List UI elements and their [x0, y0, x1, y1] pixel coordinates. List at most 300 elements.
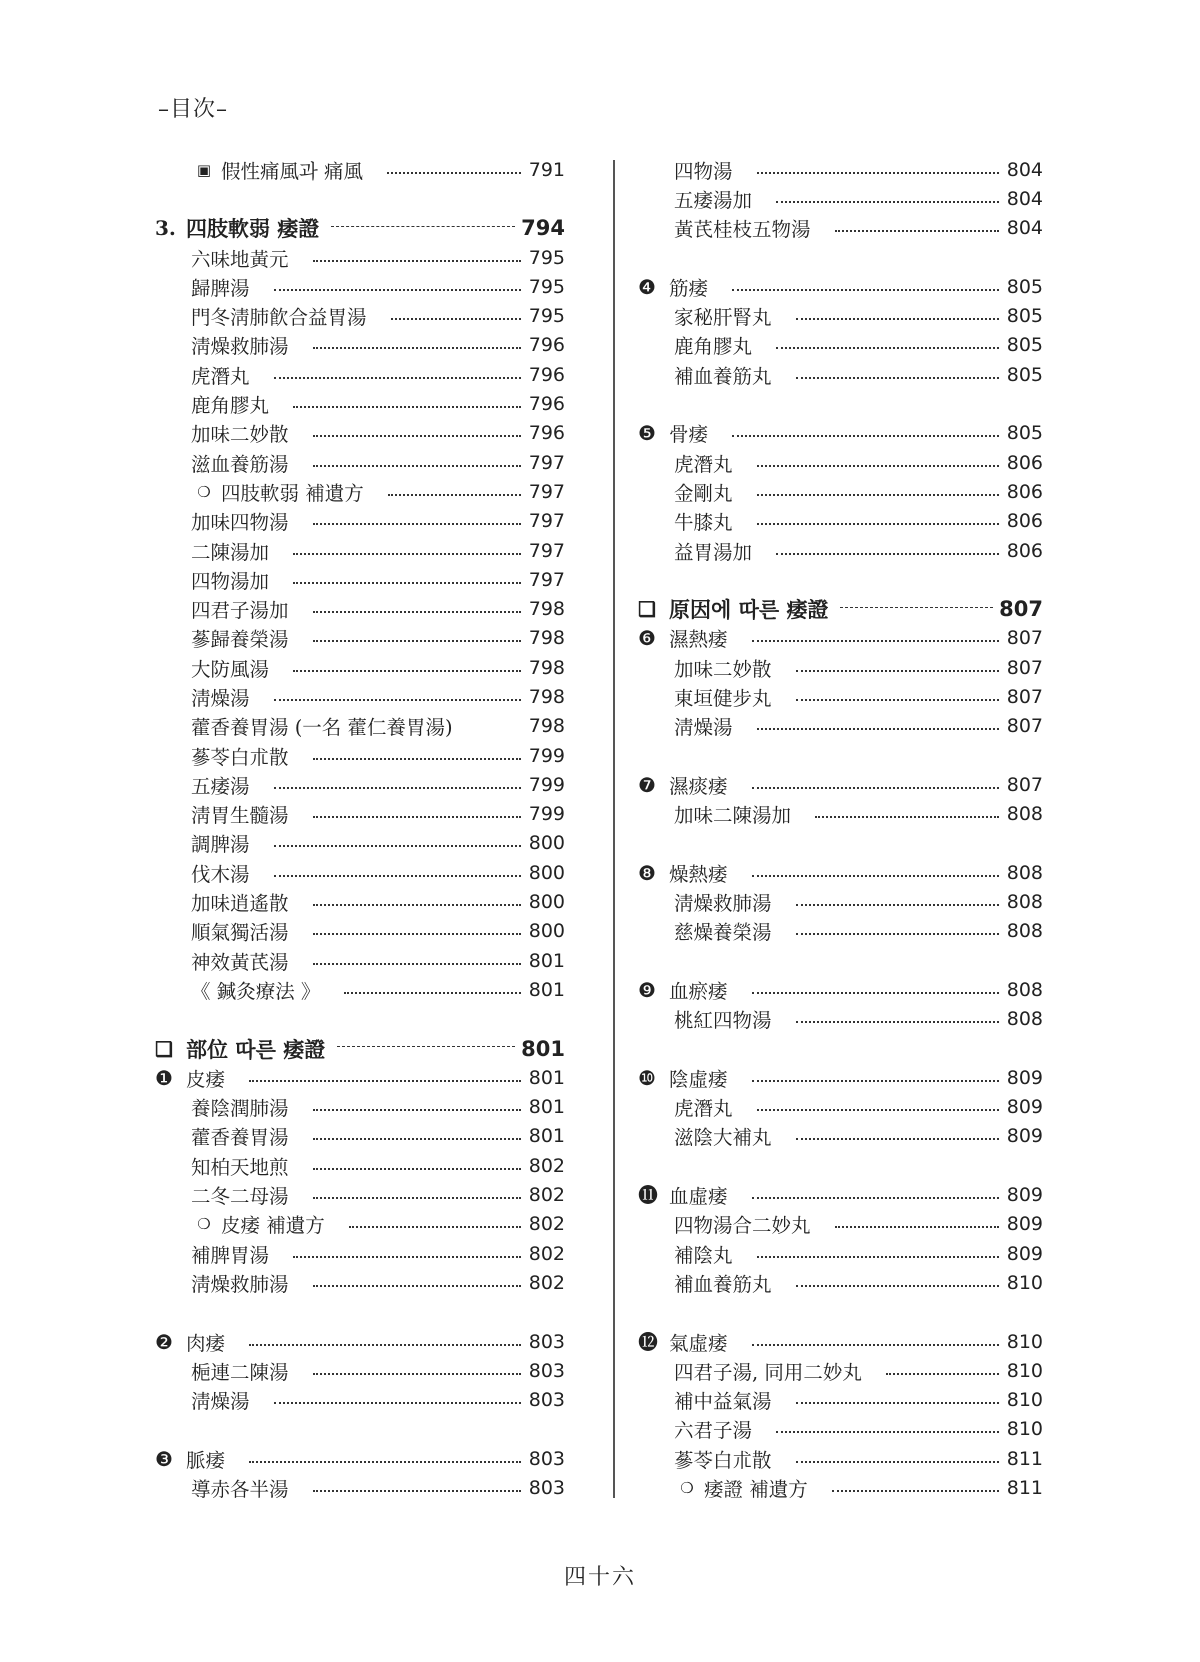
entry-title: 燥熱痿 — [669, 862, 728, 886]
entry-page-number: 806 — [1006, 480, 1043, 503]
entry-title: 大防風湯 — [191, 657, 270, 681]
entry-page-number: 807 — [1006, 685, 1043, 708]
toc-entry — [155, 1385, 565, 1414]
dot-leader — [293, 1256, 521, 1258]
entry-title: 虎潛丸 — [674, 452, 733, 476]
entry-page-number: 811 — [1006, 1477, 1043, 1499]
entry-page-number: 807 — [1006, 773, 1043, 796]
dot-leader — [796, 933, 999, 935]
toc-entry — [638, 1239, 1043, 1268]
entry-title: 血瘀痿 — [669, 979, 728, 1003]
toc-entry — [155, 419, 565, 448]
dot-leader — [331, 226, 515, 227]
toc-section-heading — [638, 594, 1043, 623]
toc-entry — [638, 1473, 1043, 1502]
toc-entry — [638, 1063, 1043, 1092]
entry-title: 淸燥救肺湯 — [191, 335, 289, 359]
dot-leader — [752, 1197, 999, 1199]
toc-entry — [155, 594, 565, 623]
entry-title: 脈痿 — [186, 1448, 226, 1472]
toc-spacer — [638, 565, 1043, 594]
bullet-icon: ▣ — [196, 160, 212, 179]
dot-leader — [752, 640, 999, 642]
entry-title: 五痿湯 — [191, 774, 250, 798]
dot-leader — [313, 1109, 521, 1111]
toc-entry — [155, 389, 565, 418]
entry-title: 淸燥湯 — [191, 1390, 250, 1414]
entry-title: 滋血養筋湯 — [191, 452, 289, 476]
dot-leader — [313, 933, 521, 935]
entry-title: 慈燥養榮湯 — [674, 921, 772, 945]
bullet-icon: ❍ — [197, 482, 211, 501]
toc-spacer — [155, 1005, 565, 1034]
dot-leader — [274, 845, 521, 847]
entry-title: 補血養筋丸 — [674, 1272, 772, 1296]
toc-entry — [638, 331, 1043, 360]
dot-leader — [313, 435, 521, 437]
toc-entry — [638, 712, 1043, 741]
toc-entry — [638, 448, 1043, 477]
toc-entry — [638, 1268, 1043, 1297]
entry-number: ❻ — [638, 626, 656, 651]
dot-leader — [796, 1461, 999, 1463]
entry-page-number: 796 — [528, 334, 565, 357]
entry-page-number: 803 — [528, 1330, 565, 1353]
toc-entry — [155, 448, 565, 477]
entry-page-number: 805 — [1006, 334, 1043, 357]
toc-entry — [155, 770, 565, 799]
dot-leader — [313, 260, 521, 262]
dot-leader — [391, 318, 521, 320]
entry-page-number: 795 — [528, 275, 565, 298]
entry-page-number: 801 — [528, 978, 565, 1001]
section-marker: 3. — [155, 216, 176, 241]
entry-title: 四物湯合二妙丸 — [674, 1214, 811, 1238]
dot-leader — [835, 1226, 999, 1228]
entry-title: 二陳湯加 — [191, 540, 270, 564]
entry-page-number: 802 — [528, 1271, 565, 1294]
toc-spacer — [638, 389, 1043, 418]
toc-spacer — [155, 184, 565, 213]
entry-title: 皮痿 — [186, 1067, 226, 1091]
entry-title: 補陰丸 — [674, 1243, 733, 1267]
toc-entry — [638, 301, 1043, 330]
dot-leader — [388, 494, 521, 496]
entry-page-number: 804 — [1006, 217, 1043, 240]
page-number: 四十六 — [563, 1565, 636, 1590]
entry-title: 六味地黃元 — [191, 247, 289, 271]
entry-number: ❷ — [155, 1329, 173, 1354]
toc-entry — [155, 682, 565, 711]
entry-title: 淸燥救肺湯 — [674, 892, 772, 916]
toc-entry — [155, 1122, 565, 1151]
entry-title: 淸胃生髓湯 — [191, 804, 289, 828]
entry-title: 導赤各半湯 — [191, 1478, 289, 1501]
entry-page-number: 800 — [528, 920, 565, 943]
entry-title: 金剛丸 — [674, 481, 733, 505]
entry-page-number: 809 — [1006, 1184, 1043, 1207]
toc-entry — [638, 1093, 1043, 1122]
toc-entry — [155, 243, 565, 272]
toc-entry — [155, 887, 565, 916]
entry-title: 骨痿 — [669, 423, 709, 447]
dot-leader — [349, 1226, 521, 1228]
toc-entry — [155, 155, 565, 184]
toc-entry — [155, 507, 565, 536]
dot-leader — [313, 465, 521, 467]
entry-page-number: 810 — [1006, 1271, 1043, 1294]
toc-entry — [638, 507, 1043, 536]
dot-leader — [313, 1285, 521, 1287]
dot-leader — [274, 699, 521, 701]
toc-entry — [155, 565, 565, 594]
entry-number: ❶ — [155, 1065, 173, 1090]
entry-page-number: 798 — [528, 715, 565, 738]
dot-leader — [752, 992, 999, 994]
entry-title: 補中益氣湯 — [674, 1390, 772, 1414]
entry-title: 藿香養胃湯 (一名 藿仁養胃湯) — [191, 716, 453, 740]
toc-entry — [155, 829, 565, 858]
dot-leader — [757, 728, 999, 730]
toc-entry — [155, 653, 565, 682]
toc-left-column — [155, 155, 565, 1503]
toc-spacer — [638, 946, 1043, 975]
entry-page-number: 806 — [1006, 539, 1043, 562]
entry-title: 加味逍遙散 — [191, 892, 289, 916]
entry-page-number: 798 — [528, 685, 565, 708]
toc-entry — [155, 1210, 565, 1239]
section-marker: ❑ — [155, 1036, 173, 1061]
entry-page-number: 797 — [528, 539, 565, 562]
entry-title: 梔連二陳湯 — [191, 1360, 289, 1384]
entry-page-number: 805 — [1006, 305, 1043, 328]
entry-page-number: 808 — [1006, 920, 1043, 943]
dot-leader — [840, 607, 993, 608]
toc-entry — [155, 331, 565, 360]
entry-page-number: 804 — [1006, 187, 1043, 210]
entry-page-number: 807 — [1006, 627, 1043, 650]
dot-leader — [387, 172, 521, 174]
entry-title: 四君子湯加 — [191, 599, 289, 623]
entry-page-number: 810 — [1006, 1418, 1043, 1441]
entry-page-number: 810 — [1006, 1330, 1043, 1353]
entry-title: 部位 따른 痿證 — [186, 1036, 326, 1062]
entry-page-number: 803 — [528, 1359, 565, 1382]
entry-page-number: 807 — [1006, 715, 1043, 738]
dot-leader — [835, 230, 999, 232]
toc-entry — [638, 1180, 1043, 1209]
dot-leader — [776, 347, 999, 349]
toc-entry — [155, 917, 565, 946]
entry-number: ❾ — [638, 977, 656, 1002]
toc-entry — [638, 272, 1043, 301]
dot-leader — [249, 1461, 521, 1463]
dot-leader — [796, 377, 999, 379]
toc-entry — [638, 419, 1043, 448]
toc-entry — [638, 1210, 1043, 1239]
toc-entry — [155, 477, 565, 506]
toc-entry — [155, 1356, 565, 1385]
toc-entry — [638, 975, 1043, 1004]
entry-page-number: 795 — [528, 246, 565, 269]
dot-leader — [796, 904, 999, 906]
toc-spacer — [638, 1298, 1043, 1327]
entry-page-number: 797 — [528, 510, 565, 533]
toc-entry — [155, 1327, 565, 1356]
toc-entry — [638, 360, 1043, 389]
entry-title: 養陰潤肺湯 — [191, 1097, 289, 1121]
dot-leader — [757, 172, 999, 174]
entry-title: 皮痿 補遺方 — [221, 1214, 325, 1238]
dot-leader — [757, 1109, 999, 1111]
entry-page-number: 799 — [528, 744, 565, 767]
entry-page-number: 800 — [528, 832, 565, 855]
entry-title: 神效黃芪湯 — [191, 950, 289, 974]
entry-page-number: 809 — [1006, 1125, 1043, 1148]
entry-title: 痿證 補遺方 — [704, 1478, 808, 1501]
entry-page-number: 800 — [528, 861, 565, 884]
entry-title: 益胃湯加 — [674, 540, 753, 564]
entry-title: 《 鍼灸療法 》 — [191, 979, 321, 1003]
entry-title: 濕痰痿 — [669, 774, 728, 798]
entry-page-number: 805 — [1006, 275, 1043, 298]
dot-leader — [776, 553, 999, 555]
entry-title: 補脾胃湯 — [191, 1243, 270, 1267]
entry-title: 淸燥湯 — [191, 686, 250, 710]
entry-title: 牛膝丸 — [674, 511, 733, 535]
entry-title: 蔘苓白朮散 — [191, 745, 289, 769]
dot-leader — [313, 1490, 521, 1492]
entry-title: 四物湯加 — [191, 569, 270, 593]
toc-section-heading — [155, 214, 565, 243]
entry-title: 二冬二母湯 — [191, 1185, 289, 1209]
dot-leader — [313, 640, 521, 642]
entry-title: 假性痛風과 痛風 — [221, 159, 364, 183]
toc-spacer — [638, 1034, 1043, 1063]
toc-entry — [638, 1327, 1043, 1356]
entry-page-number: 797 — [528, 568, 565, 591]
entry-page-number: 809 — [1006, 1096, 1043, 1119]
entry-page-number: 803 — [528, 1389, 565, 1412]
entry-number: ❽ — [638, 860, 656, 885]
entry-title: 蔘苓白朮散 — [674, 1448, 772, 1472]
entry-number: ⓬ — [638, 1329, 658, 1354]
dot-leader — [313, 904, 521, 906]
entry-title: 原因에 따른 痿證 — [669, 597, 829, 623]
entry-title: 桃紅四物湯 — [674, 1009, 772, 1033]
dot-leader — [886, 1373, 999, 1375]
toc-entry — [638, 1356, 1043, 1385]
toc-spacer — [155, 1298, 565, 1327]
entry-page-number: 805 — [1006, 363, 1043, 386]
toc-entry — [638, 1005, 1043, 1034]
entry-page-number: 803 — [528, 1447, 565, 1470]
entry-title: 四肢軟弱 痿證 — [186, 216, 320, 242]
entry-page-number: 798 — [528, 598, 565, 621]
entry-title: 調脾湯 — [191, 833, 250, 857]
entry-page-number: 808 — [1006, 891, 1043, 914]
dot-leader — [313, 523, 521, 525]
toc-entry — [155, 272, 565, 301]
toc-entry — [155, 975, 565, 1004]
entry-title: 虎潛丸 — [674, 1097, 733, 1121]
dot-leader — [796, 1402, 999, 1404]
dot-leader — [249, 1080, 521, 1082]
dot-leader — [752, 787, 999, 789]
entry-title: 補血養筋丸 — [674, 364, 772, 388]
entry-title: 虎潛丸 — [191, 364, 250, 388]
dot-leader — [293, 553, 521, 555]
entry-page-number: 803 — [528, 1477, 565, 1499]
dot-leader — [274, 377, 521, 379]
toc-entry — [155, 858, 565, 887]
toc-section-heading — [155, 1034, 565, 1063]
toc-entry — [638, 682, 1043, 711]
bullet-icon: ❍ — [680, 1479, 694, 1497]
dot-leader — [274, 289, 521, 291]
entry-title: 滋陰大補丸 — [674, 1126, 772, 1150]
entry-page-number: 796 — [528, 422, 565, 445]
toc-entry — [638, 917, 1043, 946]
entry-page-number: 797 — [528, 480, 565, 503]
dot-leader — [757, 1256, 999, 1258]
entry-title: 加味二妙散 — [674, 657, 772, 681]
toc-entry — [155, 800, 565, 829]
entry-page-number: 808 — [1006, 978, 1043, 1001]
dot-leader — [796, 1138, 999, 1140]
entry-page-number: 806 — [1006, 451, 1043, 474]
dot-leader — [752, 1080, 999, 1082]
entry-page-number: 799 — [528, 773, 565, 796]
entry-title: 筋痿 — [669, 276, 709, 300]
dot-leader — [776, 1431, 999, 1433]
dot-leader — [274, 875, 521, 877]
entry-title: 藿香養胃湯 — [191, 1126, 289, 1150]
entry-page-number: 802 — [528, 1184, 565, 1207]
entry-page-number: 801 — [528, 1096, 565, 1119]
toc-entry — [155, 1151, 565, 1180]
toc-entry — [638, 1122, 1043, 1151]
toc-entry — [638, 887, 1043, 916]
entry-page-number: 797 — [528, 451, 565, 474]
toc-entry — [638, 800, 1043, 829]
toc-entry — [638, 184, 1043, 213]
entry-title: 濕熱痿 — [669, 628, 728, 652]
toc-entry — [155, 1063, 565, 1092]
entry-page-number: 809 — [1006, 1242, 1043, 1265]
toc-entry — [155, 712, 565, 741]
dot-leader — [313, 758, 521, 760]
dot-leader — [249, 1344, 521, 1346]
entry-page-number: 796 — [528, 363, 565, 386]
toc-entry — [638, 653, 1043, 682]
toc-entry — [638, 477, 1043, 506]
entry-page-number: 801 — [528, 1125, 565, 1148]
entry-title: 陰虛痿 — [669, 1067, 728, 1091]
entry-title: 四肢軟弱 補遺方 — [221, 481, 364, 505]
toc-entry — [638, 1385, 1043, 1414]
toc-entry — [155, 301, 565, 330]
toc-entry — [638, 1444, 1043, 1473]
entry-title: 加味四物湯 — [191, 511, 289, 535]
toc-spacer — [638, 829, 1043, 858]
entry-page-number: 810 — [1006, 1389, 1043, 1412]
entry-title: 加味二妙散 — [191, 423, 289, 447]
toc-entry — [155, 1444, 565, 1473]
entry-title: 家秘肝腎丸 — [674, 306, 772, 330]
entry-number: ❺ — [638, 421, 656, 446]
dot-leader — [274, 787, 521, 789]
column-divider — [613, 160, 615, 1498]
toc-entry — [155, 1268, 565, 1297]
entry-number: ❸ — [155, 1446, 173, 1471]
dot-leader — [752, 1344, 999, 1346]
entry-number: ⓫ — [638, 1183, 658, 1208]
entry-page-number: 801 — [528, 1066, 565, 1089]
toc-entry — [638, 155, 1043, 184]
entry-page-number: 801 — [528, 949, 565, 972]
dot-leader — [757, 465, 999, 467]
entry-page-number: 805 — [1006, 422, 1043, 445]
dot-leader — [313, 963, 521, 965]
toc-entry — [155, 1180, 565, 1209]
dot-leader — [344, 992, 521, 994]
entry-title: 東垣健步丸 — [674, 686, 772, 710]
entry-title: 黃芪桂枝五物湯 — [674, 218, 811, 242]
toc-right-column — [638, 155, 1043, 1503]
entry-page-number: 807 — [1006, 656, 1043, 679]
entry-page-number: 807 — [999, 597, 1043, 622]
dot-leader — [313, 1197, 521, 1199]
dot-leader — [796, 318, 999, 320]
entry-title: 歸脾湯 — [191, 276, 250, 300]
entry-page-number: 802 — [528, 1213, 565, 1236]
entry-title: 四君子湯, 同用二妙丸 — [674, 1360, 862, 1384]
entry-title: 門冬淸肺飮合益胃湯 — [191, 306, 367, 330]
toc-entry — [155, 1239, 565, 1268]
entry-number: ❼ — [638, 772, 656, 797]
toc-entry — [638, 536, 1043, 565]
entry-page-number: 802 — [528, 1154, 565, 1177]
entry-title: 蔘歸養榮湯 — [191, 628, 289, 652]
toc-spacer — [155, 1415, 565, 1444]
entry-number: ❿ — [638, 1065, 656, 1090]
entry-page-number: 801 — [521, 1036, 565, 1061]
entry-page-number: 808 — [1006, 1008, 1043, 1031]
dot-leader — [776, 201, 999, 203]
dot-leader — [293, 582, 521, 584]
entry-page-number: 798 — [528, 627, 565, 650]
dot-leader — [752, 875, 999, 877]
dot-leader — [313, 1168, 521, 1170]
entry-page-number: 808 — [1006, 803, 1043, 826]
entry-title: 氣虛痿 — [669, 1331, 728, 1355]
entry-title: 血虛痿 — [669, 1185, 728, 1209]
toc-entry — [155, 946, 565, 975]
dot-leader — [313, 816, 521, 818]
toc-entry — [638, 1415, 1043, 1444]
dot-leader — [313, 1138, 521, 1140]
entry-title: 知柏天地煎 — [191, 1155, 289, 1179]
toc-entry — [638, 624, 1043, 653]
dot-leader — [796, 699, 999, 701]
toc-entry — [155, 360, 565, 389]
bullet-icon: ❍ — [197, 1215, 211, 1234]
toc-entry — [155, 536, 565, 565]
section-marker: ❑ — [638, 597, 656, 622]
dot-leader — [293, 406, 521, 408]
toc-entry — [155, 624, 565, 653]
